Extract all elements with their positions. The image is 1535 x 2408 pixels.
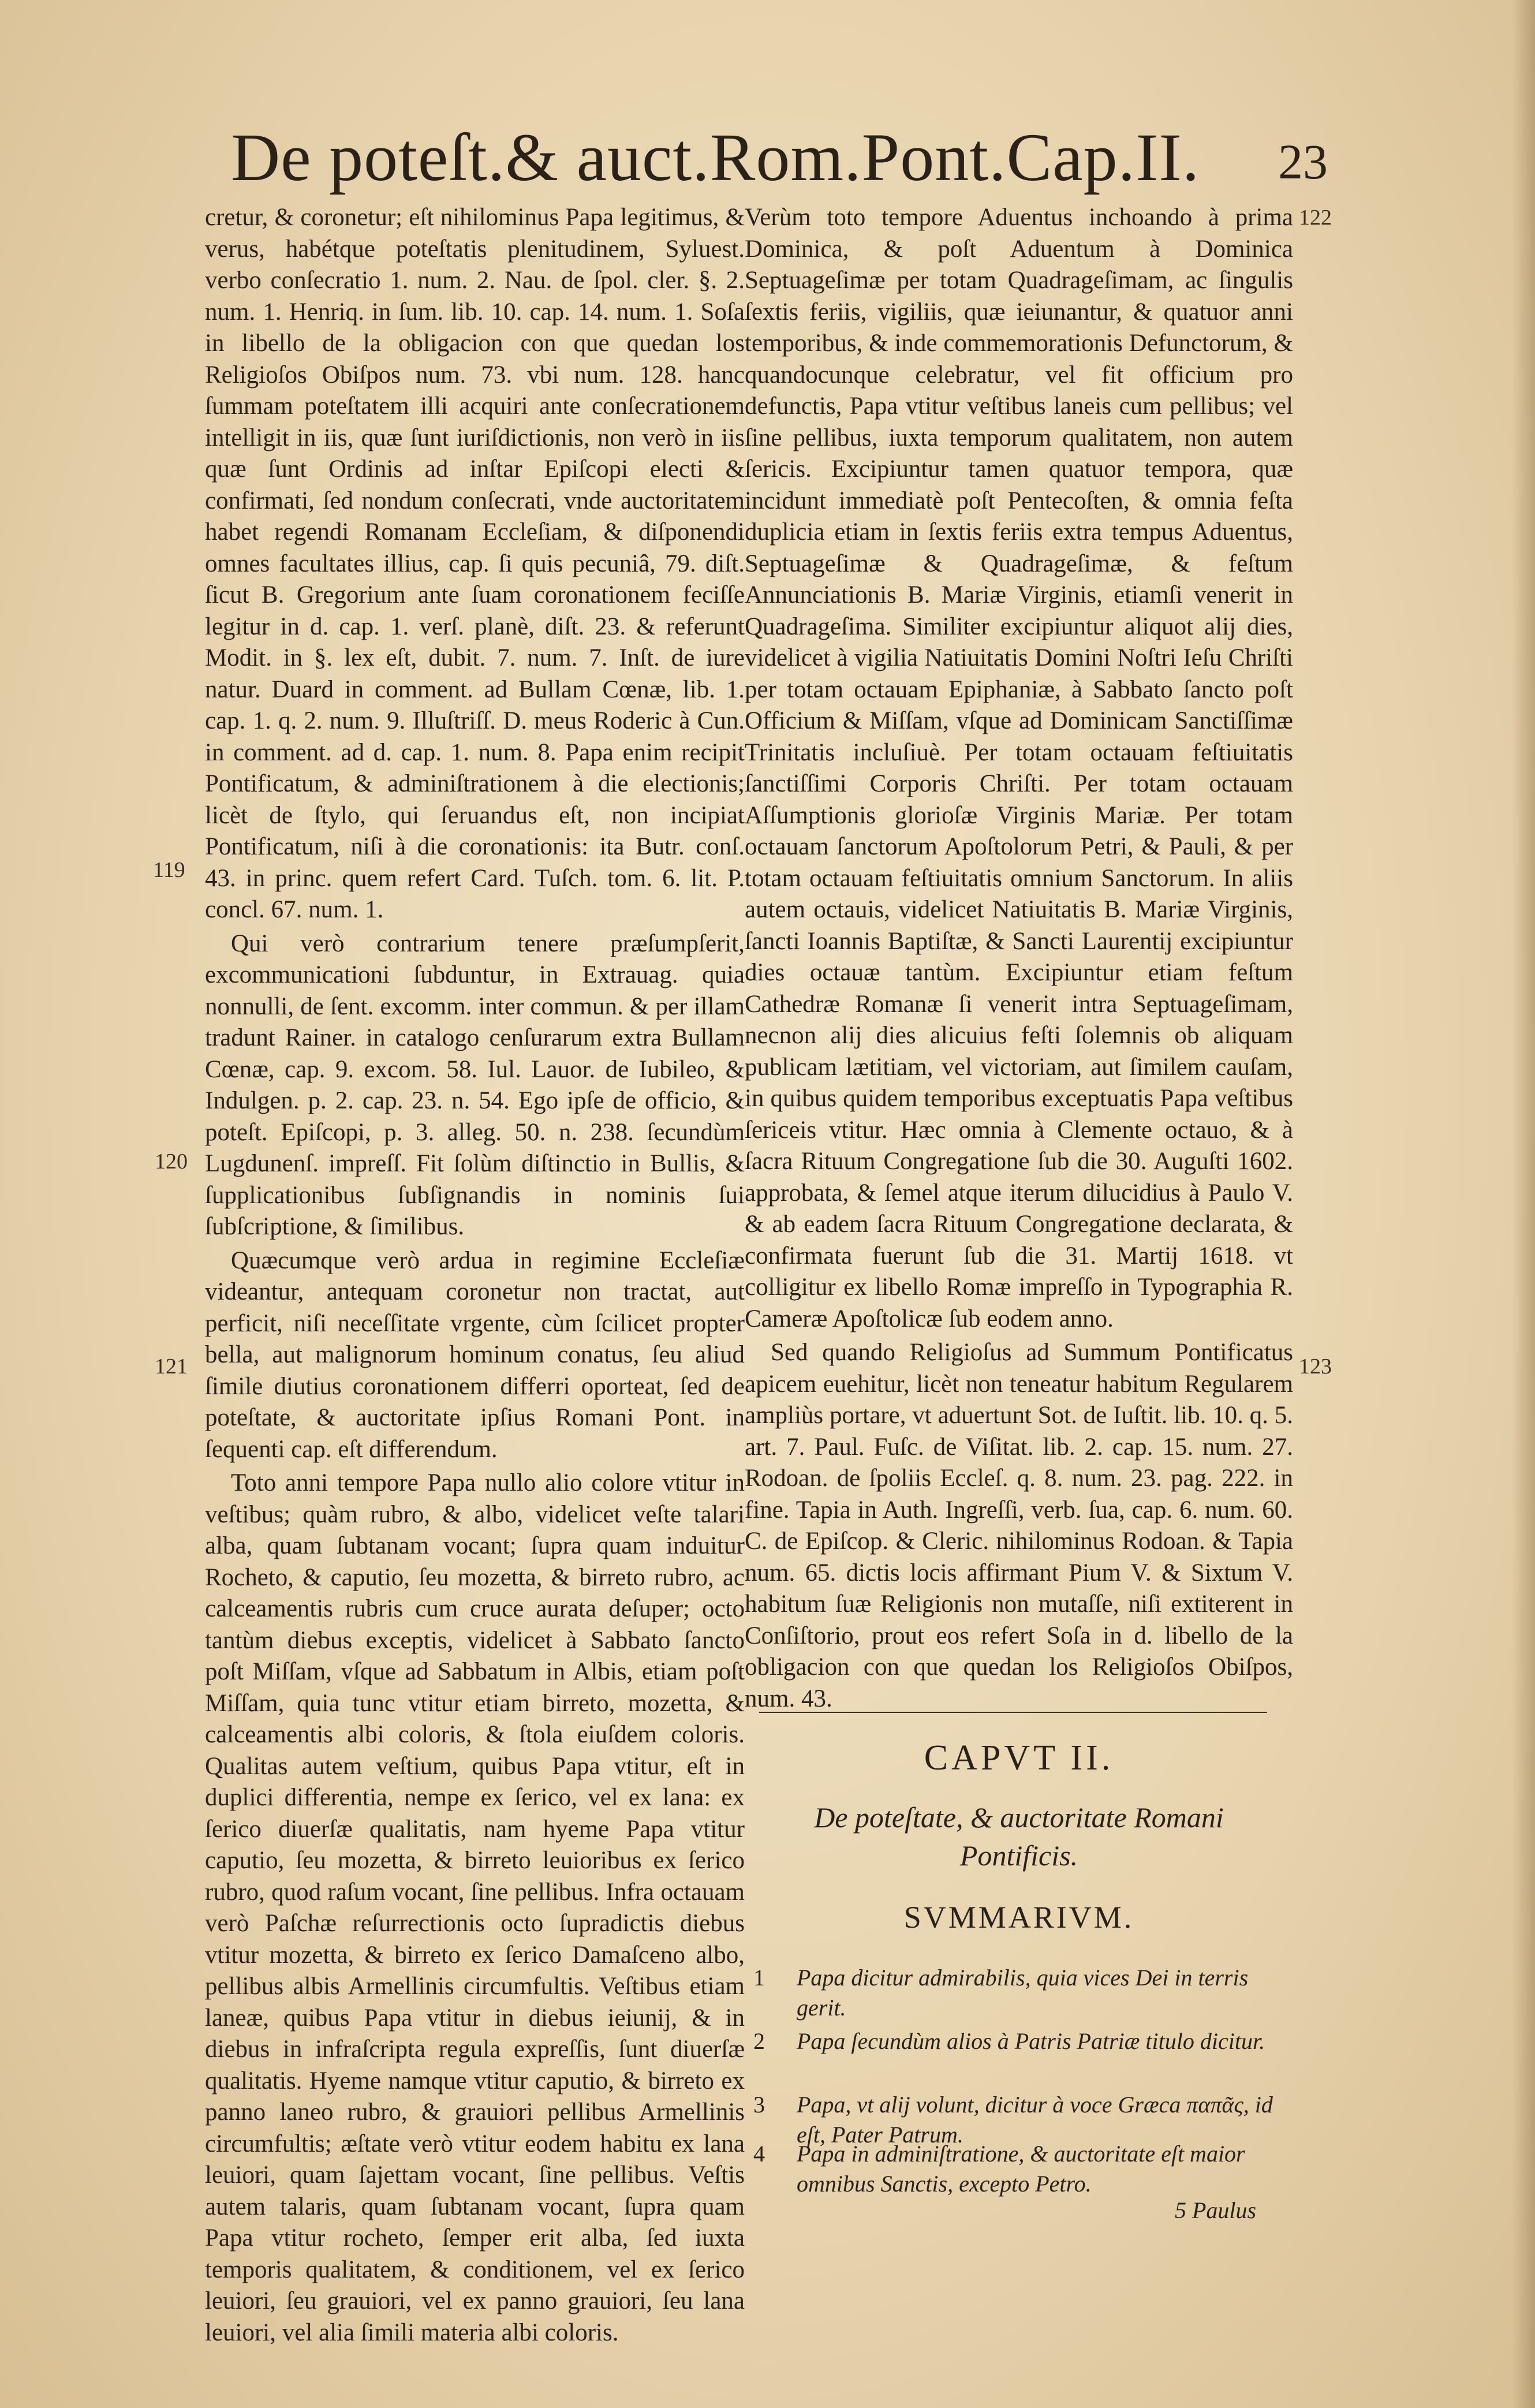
page-header [231, 118, 1328, 205]
left-column [205, 202, 745, 2349]
summary-item-text: Papa dicitur admirabilis, quia vices Dei in terris gerit. [797, 1965, 1249, 2021]
margin-number-119: 119 [153, 858, 185, 882]
summary-item [753, 2026, 1273, 2056]
summary-item-text: Papa in adminiſtratione, & auctoritate eſt maior omnibus Sanctis, excepto Petro. [797, 2141, 1245, 2197]
margin-number-123: 123 [1299, 1354, 1332, 1379]
catchword: 5 Paulus [1175, 2197, 1257, 2223]
running-head: De poteſt.& auct.Rom.Pont.Cap.II. [231, 120, 1200, 195]
margin-number-122: 122 [1299, 206, 1332, 230]
summary-item-text: Papa, vt alij volunt, dicitur à voce Græca παπᾶς, id eſt, Pater Patrum. [797, 2092, 1273, 2148]
page-edge-shadow [1512, 0, 1535, 2408]
chapter-subtitle [745, 1798, 1293, 1875]
paragraph-right-2: Sed quando Religioſus ad Summum Pontificatus apicem euehitur, licèt non teneatur habitum Regularem ampliùs portare, vt aduertunt Sot. de Iuſtit. lib. 10. q. 5. art. 7. Paul. Fuſc. de Viſitat. lib. 2. cap. 15. num. 27. Rodoan. de ſpoliis Eccleſ. q. 8. num. 23. pag. 222. in fine. Tapia in Auth. Ingreſſi, verb. ſua, cap. 6. num. 60. C. de Epiſcop. & Cleric. nihilominus Rodoan. & Tapia num. 65. dictis locis affirmant Pium V. & Sixtum V. habitum ſuæ Religionis non mutaſſe, niſi extiterent in Conſiſtorio, prout eos refert Soſa in d. libello de la obligacion con que quedan los Religioſos Obiſpos, num. 43. [745, 1339, 1293, 1712]
section-divider [759, 1712, 1267, 1713]
paragraph-left-1: cretur, & coronetur; eſt nihilominus Papa legitimus, & verus, habétque poteſtatis plenitudinem, Syluest. verbo conſecratio 1. num. 2. Nau. de ſpol. cler. §. 2. num. 1. Henriq. in ſum. lib. 10. cap. 14. num. 1. Soſa in libello de la obligacion con que quedan los Religioſos Obiſpos num. 73. vbi num. 128. hanc ſummam poteſtatem illi acquiri ante conſecrationem intelligit in iis, quæ ſunt iuriſdictionis, non verò in iis quæ ſunt Ordinis ad inſtar Epiſcopi electi & confirmati, ſed nondum conſecrati, vnde auctoritatem habet regendi Romanam Eccleſiam, & diſponendi omnes facultates illius, cap. ſi quis pecuniâ, 79. diſt. ſicut B. Gregorium ante ſuam coronationem feciſſe legitur in d. cap. 1. verſ. planè, diſt. 23. & referunt Modit. in §. lex eſt, dubit. 7. num. 7. Inſt. de iure natur. Duard in comment. ad Bullam Cœnæ, lib. 1. cap. 1. q. 2. num. 9. Illuſtriſſ. D. meus Roderic à Cun. in comment. ad d. cap. 1. num. 8. Papa enim recipit Pontificatum, & adminiſtrationem à die electionis; licèt de ſtylo, qui ſeruandus eſt, non incipiat Pontificatum, niſi à die coronationis: ita Butr. conſ. 43. in princ. quem refert Card. Tuſch. tom. 6. lit. P. concl. 67. num. 1. [205, 204, 745, 923]
summary-item-number: 4 [753, 2141, 765, 2167]
summary-item [753, 2139, 1273, 2199]
summary-item-number: 3 [753, 2092, 765, 2118]
paragraph-left-2: Qui verò contrarium tenere præſumpſerit, excommunicationi ſubduntur, in Extrauag. quia nonnulli, de ſent. excomm. inter commun. & per illam tradunt Rainer. in catalogo cenſurarum extra Bullam Cœnæ, cap. 9. excom. 58. Iul. Lauor. de Iubileo, & Indulgen. p. 2. cap. 23. n. 54. Ego ipſe de officio, & poteſt. Epiſcopi, p. 3. alleg. 50. n. 238. ſecundùm Lugdunenſ. impreſſ. Fit ſolùm diſtinctio in Bullis, & ſupplicationibus ſubſignandis in nominis ſui ſubſcriptione, & ſimilibus. [205, 929, 745, 1240]
summary-item-number: 2 [753, 2028, 765, 2054]
summary-item-number: 1 [753, 1965, 765, 1991]
paragraph-right-1: Verùm toto tempore Aduentus inchoando à prima Dominica, & poſt Aduentum à Dominica Septuageſimæ per totam Quadrageſimam, ac ſingulis ſextis feriis, vigiliis, quæ ieiunantur, & quatuor anni temporibus, & inde commemorationis Defunctorum, & quandocunque celebratur, vel fit officium pro defunctis, Papa vtitur veſtibus laneis cum pellibus; vel ſine pellibus, iuxta temporum qualitatem, non autem ſericis. Excipiuntur tamen quatuor tempora, quæ incidunt immediatè poſt Pentecoſten, & omnia feſta duplicia etiam in ſextis feriis extra tempus Aduentus, Septuageſimæ & Quadrageſimæ, & feſtum Annunciationis B. Mariæ Virginis, etiamſi venerit in Quadrageſima. Similiter excipiuntur aliquot alij dies, videlicet à vigilia Natiuitatis Domini Noſtri Ieſu Chriſti per totam octauam Epiphaniæ, à Sabbato ſancto poſt Officium & Miſſam, vſque ad Dominicam Sanctiſſimæ Trinitatis incluſiuè. Per totam octauam feſtiuitatis ſanctiſſimi Corporis Chriſti. Per totam octauam Aſſumptionis glorioſæ Virginis Mariæ. Per totam octauam ſanctorum Apoſtolorum Petri, & Pauli, & per totam octauam feſtiuitatis omnium Sanctorum. In aliis autem octauis, videlicet Natiuitatis B. Mariæ Virginis, ſancti Ioannis Baptiſtæ, & Sancti Laurentij excipiuntur dies octauæ tantùm. Excipiuntur etiam feſtum Cathedræ Romanæ ſi venerit intra Septuageſimam, necnon alij dies alicuius feſti ſolemnis ob aliquam publicam lætitiam, vel victoriam, aut ſimilem cauſam, in quibus quidem temporibus exceptuatis Papa veſtibus ſericeis vtitur. Hæc omnia à Clemente octauo, & à ſacra Rituum Congregatione ſub die 30. Auguſti 1602. approbata, & ſemel atque iterum dilucidius à Paulo V. & ab eadem ſacra Rituum Congregatione declarata, & confirmata fuerunt ſub die 31. Martij 1618. vt colligitur ex libello Romæ impreſſo in Typographia R. Cameræ Apoſtolicæ ſub eodem anno. [745, 204, 1293, 1332]
summary-item-text: Papa ſecundùm alios à Patris Patriæ titulo dicitur. [797, 2028, 1265, 2054]
margin-number-121: 121 [155, 1354, 188, 1379]
paragraph-left-3: Quæcumque verò ardua in regimine Eccleſiæ videantur, antequam coronetur non tractat, aut perficit, niſi neceſſitate vrgente, cùm ſcilicet propter bella, aut malignorum hominum conatus, ſeu aliud ſimile diutius coronationem differri oporteat, ſed de poteſtate, & auctoritate ipſius Romani Pont. in ſequenti cap. eſt differendum. [205, 1246, 745, 1463]
page-number: 23 [1278, 134, 1328, 189]
paragraph-left-4: Toto anni tempore Papa nullo alio colore vtitur in veſtibus; quàm rubro, & albo, videlicet veſte talari alba, quam ſubtanam vocant; ſupra quam induitur Rocheto, & caputio, ſeu mozetta, & birreto rubro, ac calceamentis rubris cum cruce aurata deſuper; octo tantùm diebus exceptis, videlicet à Sabbato ſancto poſt Miſſam, vſque ad Sabbatum in Albis, etiam poſt Miſſam, quia tunc vtitur etiam birreto, mozetta, & calceamentis albi coloris, & ſtola eiuſdem coloris. Qualitas autem veſtium, quibus Papa vtitur, eſt in duplici differentia, nempe ex ſerico, vel ex lana: ex ſerico diuerſæ qualitatis, nam hyeme Papa vtitur caputio, ſeu mozetta, & birreto leuioribus ex ſerico rubro, quod raſum vocant, ſine pellibus. Infra octauam verò Paſchæ reſurrectionis octo ſupradictis diebus vtitur mozetta, & birreto ex ſerico Damaſceno albo, pellibus albis Armellinis circumfultis. Veſtibus etiam laneæ, quibus Papa vtitur in diebus ieiunij, & in diebus in infraſcripta regula expreſſis, ſunt diuerſæ qualitatis. Hyeme namque vtitur caputio, & birreto ex panno laneo rubro, & grauiori pellibus Armellinis circumfultis; æſtate verò vtitur eodem habitu ex lana leuiori, quam ſajettam vocant, ſine pellibus. Veſtis autem talaris, quam ſubtanam vocant, ſupra quam Papa vtitur rocheto, ſemper erit alba, ſed iuxta temporis qualitatem, & conditionem, vel ex ſerico leuiori, ſeu grauiori, vel ex panno grauiori, ſeu lana leuiori, vel alia ſimili materia albi coloris. [205, 1469, 745, 2346]
summary-item [753, 1963, 1273, 2023]
chapter-subtitle-line-2: Pontificis. [959, 1839, 1078, 1872]
margin-number-120: 120 [155, 1149, 188, 1174]
summary-heading: SVMMARIVM. [903, 1900, 1134, 1935]
right-column [745, 202, 1293, 1715]
chapter-title: CAPVT II. [924, 1738, 1114, 1778]
chapter-subtitle-line-1: De poteſtate, & auctoritate Romani [814, 1801, 1224, 1834]
